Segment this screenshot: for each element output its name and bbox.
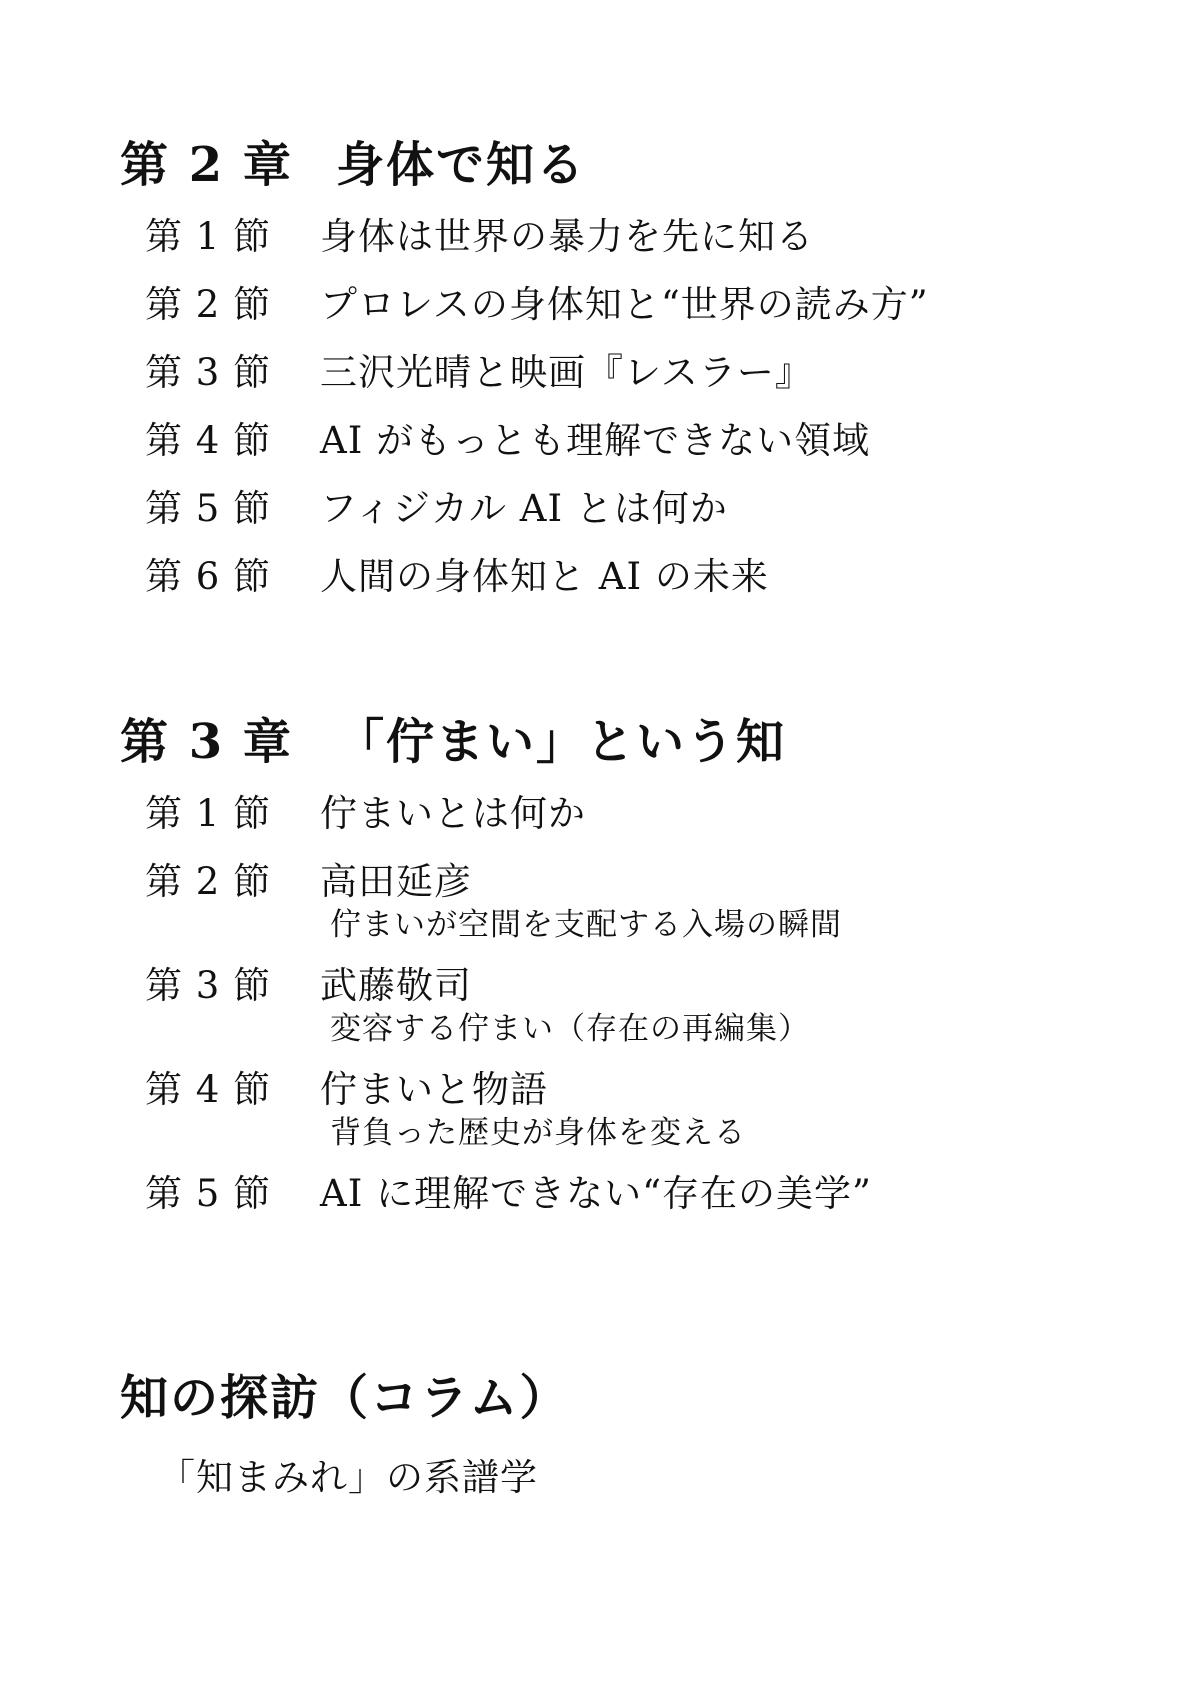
section-item: [145, 211, 1160, 263]
column-title: 知の探訪（コラム）: [120, 1370, 570, 1426]
section-title: 武藤敬司: [320, 964, 472, 1007]
section-item: [145, 1168, 1160, 1220]
section-item: [145, 415, 1160, 467]
section-number: 第 5 節: [145, 487, 272, 530]
section-item: [145, 347, 1160, 399]
section-subtitle: 佇まいが空間を支配する入場の瞬間: [330, 907, 842, 943]
chapter-heading: [120, 712, 1160, 772]
section-number: 第 5 節: [145, 1172, 272, 1215]
section-number: 第 1 節: [145, 215, 272, 258]
section-item: [145, 788, 1160, 840]
section-item: [145, 1064, 1160, 1152]
section-title: 三沢光晴と映画『レスラー』: [320, 351, 813, 394]
section-number: 第 2 節: [145, 860, 272, 903]
column-section: [120, 1368, 1160, 1504]
section-number: 第 3 節: [145, 351, 272, 394]
chapter-2: [120, 135, 1160, 619]
section-number: 第 2 節: [145, 283, 272, 326]
section-item: [145, 279, 1160, 331]
section-number: 第 3 節: [145, 964, 272, 1007]
section-title: AI に理解できない“存在の美学”: [320, 1172, 872, 1215]
section-item: [145, 960, 1160, 1048]
section-number: 第 4 節: [145, 1068, 272, 1111]
section-subtitle: 背負った歴史が身体を変える: [330, 1115, 746, 1151]
section-title: 高田延彦: [320, 860, 472, 903]
section-title: プロレスの身体知と“世界の読み方”: [320, 283, 929, 326]
section-number: 第 6 節: [145, 555, 272, 598]
section-item: [145, 551, 1160, 603]
section-title: 佇まいとは何か: [320, 792, 586, 835]
chapter-3: [120, 712, 1160, 1236]
section-list: [120, 788, 1160, 1220]
column-heading: [120, 1368, 1160, 1428]
section-item: [145, 856, 1160, 944]
chapter-heading: [120, 135, 1160, 195]
section-title: 身体は世界の暴力を先に知る: [320, 215, 814, 258]
section-subtitle: 変容する佇まい（存在の再編集）: [330, 1011, 810, 1047]
section-number: 第 1 節: [145, 792, 272, 835]
chapter-title: 身体で知る: [336, 137, 587, 193]
section-list: [120, 211, 1160, 603]
section-title: フィジカル AI とは何か: [320, 487, 728, 530]
column-item: 「知まみれ」の系譜学: [158, 1456, 538, 1499]
chapter-title: 「佇まい」という知: [336, 714, 787, 770]
section-title: 人間の身体知と AI の未来: [320, 555, 769, 598]
chapter-number: 第 2 章: [120, 137, 293, 193]
section-item: [145, 483, 1160, 535]
chapter-number: 第 3 章: [120, 714, 293, 770]
section-title: 佇まいと物語: [320, 1068, 548, 1111]
section-number: 第 4 節: [145, 419, 272, 462]
section-title: AI がもっとも理解できない領域: [320, 419, 871, 462]
